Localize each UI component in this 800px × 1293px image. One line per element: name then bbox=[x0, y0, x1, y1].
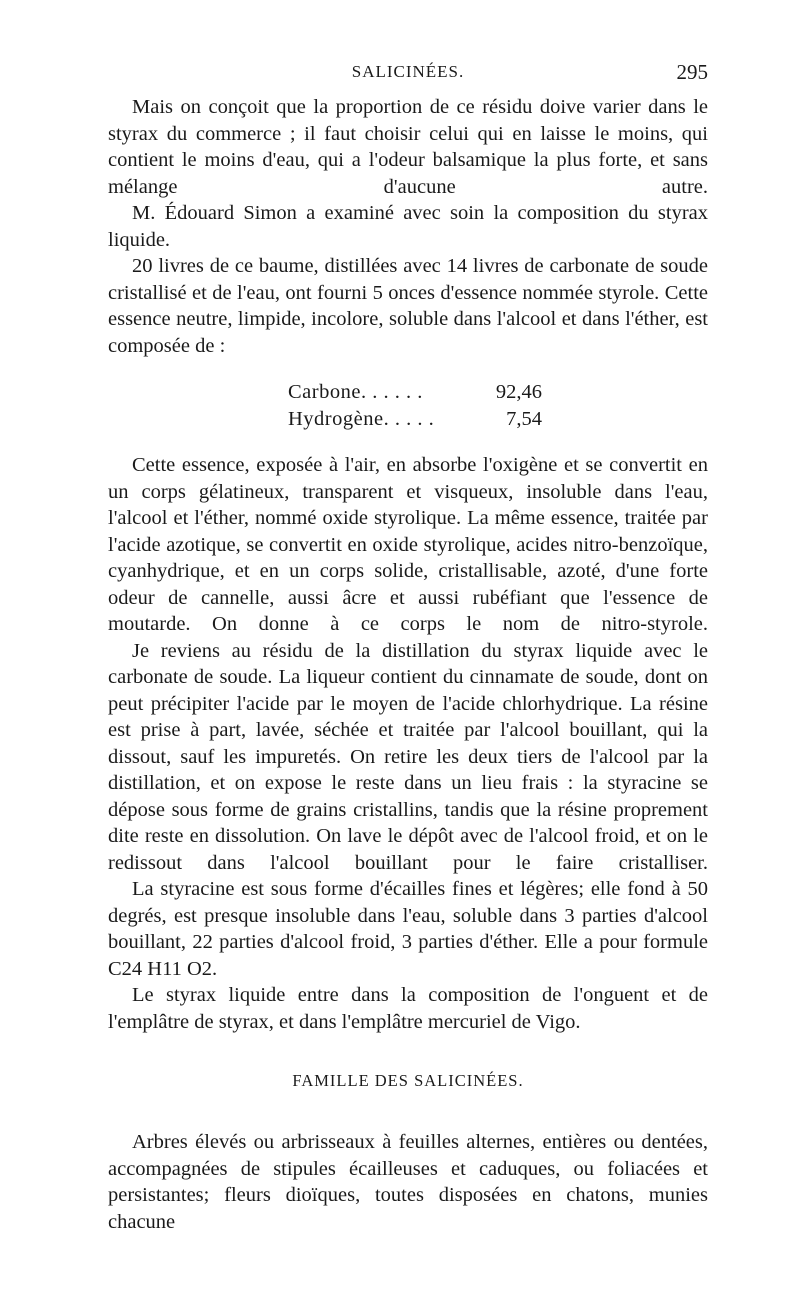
paragraph-essence: Cette essence, exposée à l'air, en absorbe l'oxigène et se convertit en un corps gélatineux, transparent et visqueux, insoluble dans l'eau, l'alcool et l'éther, nommé oxide styrolique. La même essence, traitée par l'acide azotique, se convertit en oxide styrolique, acides nitro-benzoïque, cyanhydrique, et en un corps solide, cristallisable, azoté, d'une forte odeur de cannelle, aussi âcre et aussi rubéfiant que l'essence de moutarde. On donne à ce corps le nom de nitro-styrole. bbox=[108, 454, 708, 635]
page-header bbox=[108, 62, 708, 92]
composition-table bbox=[108, 379, 708, 432]
paragraph-residu: Mais on conçoit que la proportion de ce résidu doive varier dans le styrax du commerce ; il faut choisir celui qui en laisse le moins, qui contient le moins d'eau, qui a l'odeur balsamique la plus forte, et sans mélange d'aucune autre. bbox=[108, 96, 708, 198]
page-number: 295 bbox=[676, 60, 708, 84]
composition-label: Carbone. . . . . . bbox=[288, 381, 423, 403]
composition-row bbox=[288, 406, 708, 433]
running-title: SALICINÉES. bbox=[351, 62, 465, 81]
section-title: FAMILLE DES SALICINÉES. bbox=[292, 1071, 524, 1090]
composition-row bbox=[288, 379, 708, 406]
page-body bbox=[108, 94, 708, 1235]
paragraph-family-description: Arbres élevés ou arbrisseaux à feuilles alternes, entières ou dentées, accompagnées de stipules écailleuses et caduques, ou foliacées et persistantes; fleurs dioïques, toutes disposées en chatons, munies chacune bbox=[108, 1131, 708, 1233]
paragraph-styracine-properties: La styracine est sous forme d'écailles fines et légères; elle fond à 50 degrés, est presque insoluble dans l'eau, soluble dans 3 parties d'alcool bouillant, 22 parties d'alcool froid, 3 parties d'éther. Elle a pour formule C24 H11 O2. bbox=[108, 878, 708, 980]
paragraph-distillation: 20 livres de ce baume, distillées avec 14 livres de carbonate de soude cristallisé et de l'eau, ont fourni 5 onces d'essence nommée styrole. Cette essence neutre, limpide, incolore, soluble dans l'alcool et dans l'éther, est composée de : bbox=[108, 255, 708, 357]
composition-label: Hydrogène. . . . . bbox=[288, 407, 435, 430]
paragraph-styracine-preparation: Je reviens au résidu de la distillation du styrax liquide avec le carbonate de soude. La liqueur contient du cinnamate de soude, dont on peut précipiter l'acide par le moyen de l'acide chlorhydrique. La résine est prise à part, lavée, séchée et traitée par l'alcool bouillant, qui la dissout, sauf les impuretés. On retire les deux tiers de l'alcool par la distillation, et on expose le reste dans un lieu frais : la styracine se dépose sous forme de grains cristallins, tandis que la résine proprement dite reste en dissolution. On lave le dépôt avec de l'alcool froid, et on le redissout dans l'alcool bouillant pour le faire cristalliser. bbox=[108, 639, 708, 874]
paragraph-usage: Le styrax liquide entre dans la composition de l'onguent et de l'emplâtre de styrax, et dans l'emplâtre mercuriel de Vigo. bbox=[108, 984, 708, 1033]
composition-value: 92,46 bbox=[495, 381, 542, 403]
paragraph-simon: M. Édouard Simon a examiné avec soin la composition du styrax liquide. bbox=[108, 202, 708, 251]
composition-value: 7,54 bbox=[506, 407, 542, 430]
